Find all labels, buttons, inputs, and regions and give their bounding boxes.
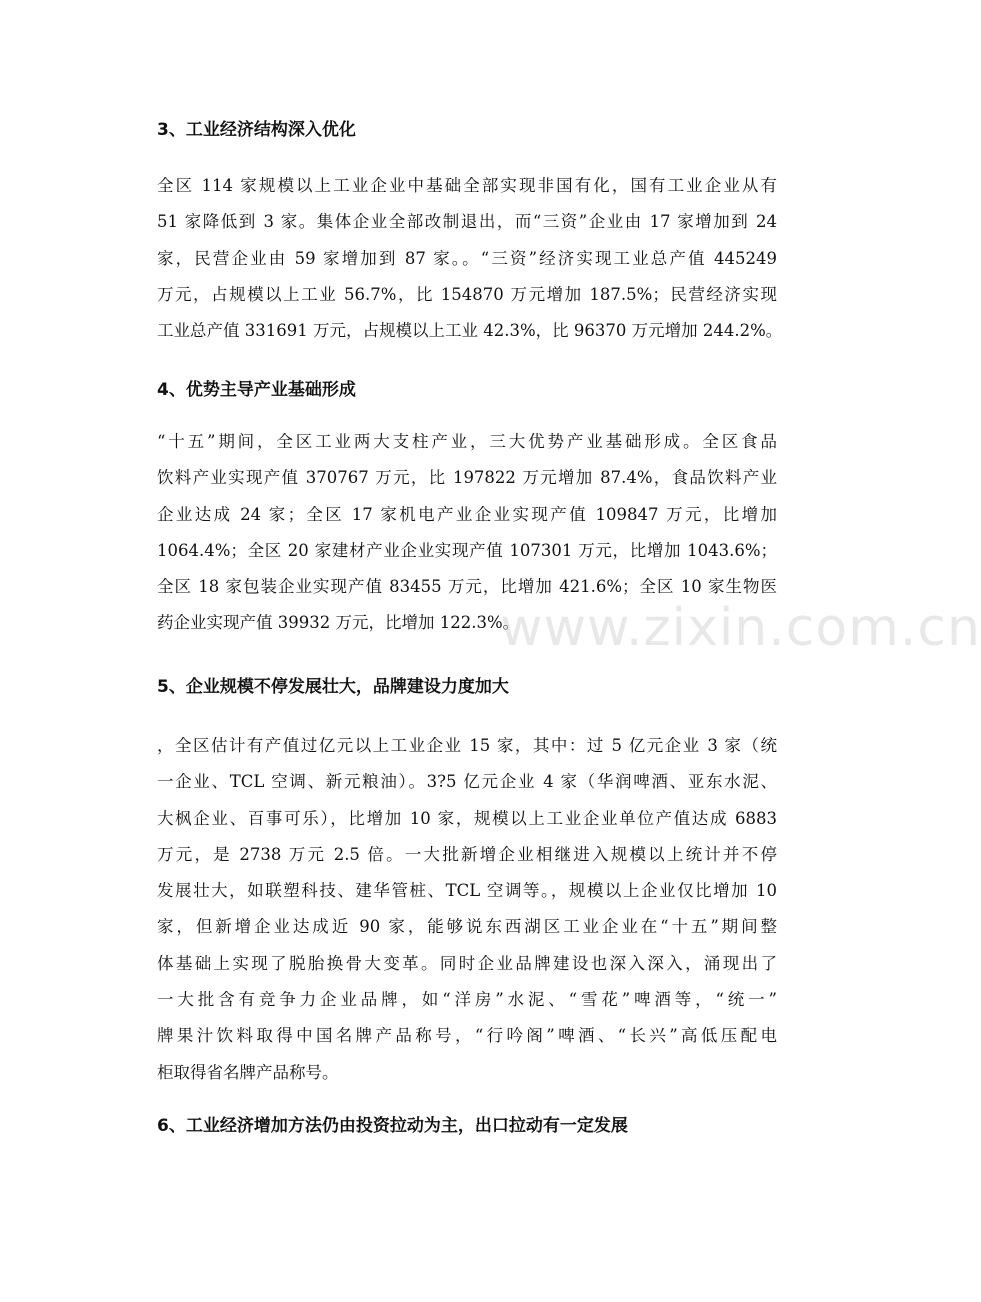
- paragraph-line: 万元，是 2738 万元 2.5 倍。一大批新增企业相继进入规模以上统计并不停: [157, 844, 777, 864]
- section-heading: 5、企业规模不停发展壮大，品牌建设力度加大: [157, 677, 509, 697]
- paragraph-line: 发展壮大，如联塑科技、建华管桩、TCL 空调等。，规模以上企业仅比增加 10: [157, 881, 777, 901]
- paragraph-line: ，全区估计有产值过亿元以上工业企业 15 家，其中：过 5 亿元企业 3 家（统: [157, 736, 777, 755]
- paragraph-line: 家，但新增企业达成近 90 家，能够说东西湖区工业企业在“十五”期间整: [157, 917, 777, 937]
- section-paragraph: [157, 168, 783, 349]
- section-heading: 4、优势主导产业基础形成: [157, 380, 356, 400]
- section-paragraph: [157, 728, 777, 1091]
- watermark: www.zixin.com.cn: [500, 598, 981, 658]
- paragraph-line: 一企业、TCL 空调、新元粮油）。3?5 亿元企业 4 家（华润啤酒、亚东水泥、: [157, 772, 777, 792]
- paragraph-line: 全区 18 家包装企业实现产值 83455 万元，比增加 421.6%；全区 10 家生物医: [157, 577, 777, 597]
- paragraph-line: 企业达成 24 家；全区 17 家机电产业企业实现产值 109847 万元，比增加: [157, 504, 777, 524]
- paragraph-line: 药企业实现产值 39932 万元，比增加 122.3%。: [157, 613, 520, 633]
- paragraph-line: “十五”期间，全区工业两大支柱产业，三大优势产业基础形成。全区食品: [157, 432, 777, 451]
- paragraph-line: 饮料产业实现产值 370767 万元，比 197822 万元增加 87.4%，食品饮料产业: [157, 468, 777, 488]
- paragraph-line: 1064.4%；全区 20 家建材产业企业实现产值 107301 万元，比增加 1043.6%；: [157, 540, 777, 560]
- paragraph-line: 家，民营企业由 59 家增加到 87 家。。“三资”经济实现工业总产值 445249: [157, 248, 777, 268]
- section-heading: 3、工业经济结构深入优化: [157, 120, 356, 140]
- paragraph-line: 工业总产值 331691 万元，占规模以上工业 42.3%，比 96370 万元增加 244.2%。: [157, 321, 783, 341]
- paragraph-line: 大枫企业、百事可乐），比增加 10 家，规模以上工业企业单位产值达成 6883: [157, 808, 777, 828]
- section-heading: 6、工业经济增加方法仍由投资拉动为主，出口拉动有一定发展: [157, 1116, 628, 1136]
- paragraph-line: 51 家降低到 3 家。集体企业全部改制退出，而“三资”企业由 17 家增加到 24: [157, 212, 777, 232]
- paragraph-line: 牌果汁饮料取得中国名牌产品称号，“行吟阁”啤酒、“长兴”高低压配电: [157, 1026, 777, 1046]
- paragraph-line: 万元，占规模以上工业 56.7%，比 154870 万元增加 187.5%；民营经济实现: [157, 284, 777, 304]
- paragraph-line: 体基础上实现了脱胎换骨大变革。同时企业品牌建设也深入深入，涌现出了: [157, 953, 777, 973]
- paragraph-line: 柜取得省名牌产品称号。: [157, 1062, 339, 1082]
- paragraph-line: 全区 114 家规模以上工业企业中基础全部实现非国有化，国有工业企业从有: [157, 176, 777, 195]
- paragraph-line: 一大批含有竞争力企业品牌，如“洋房”水泥、“雪花”啤酒等，“统一”: [157, 990, 777, 1010]
- section-paragraph: [157, 424, 777, 642]
